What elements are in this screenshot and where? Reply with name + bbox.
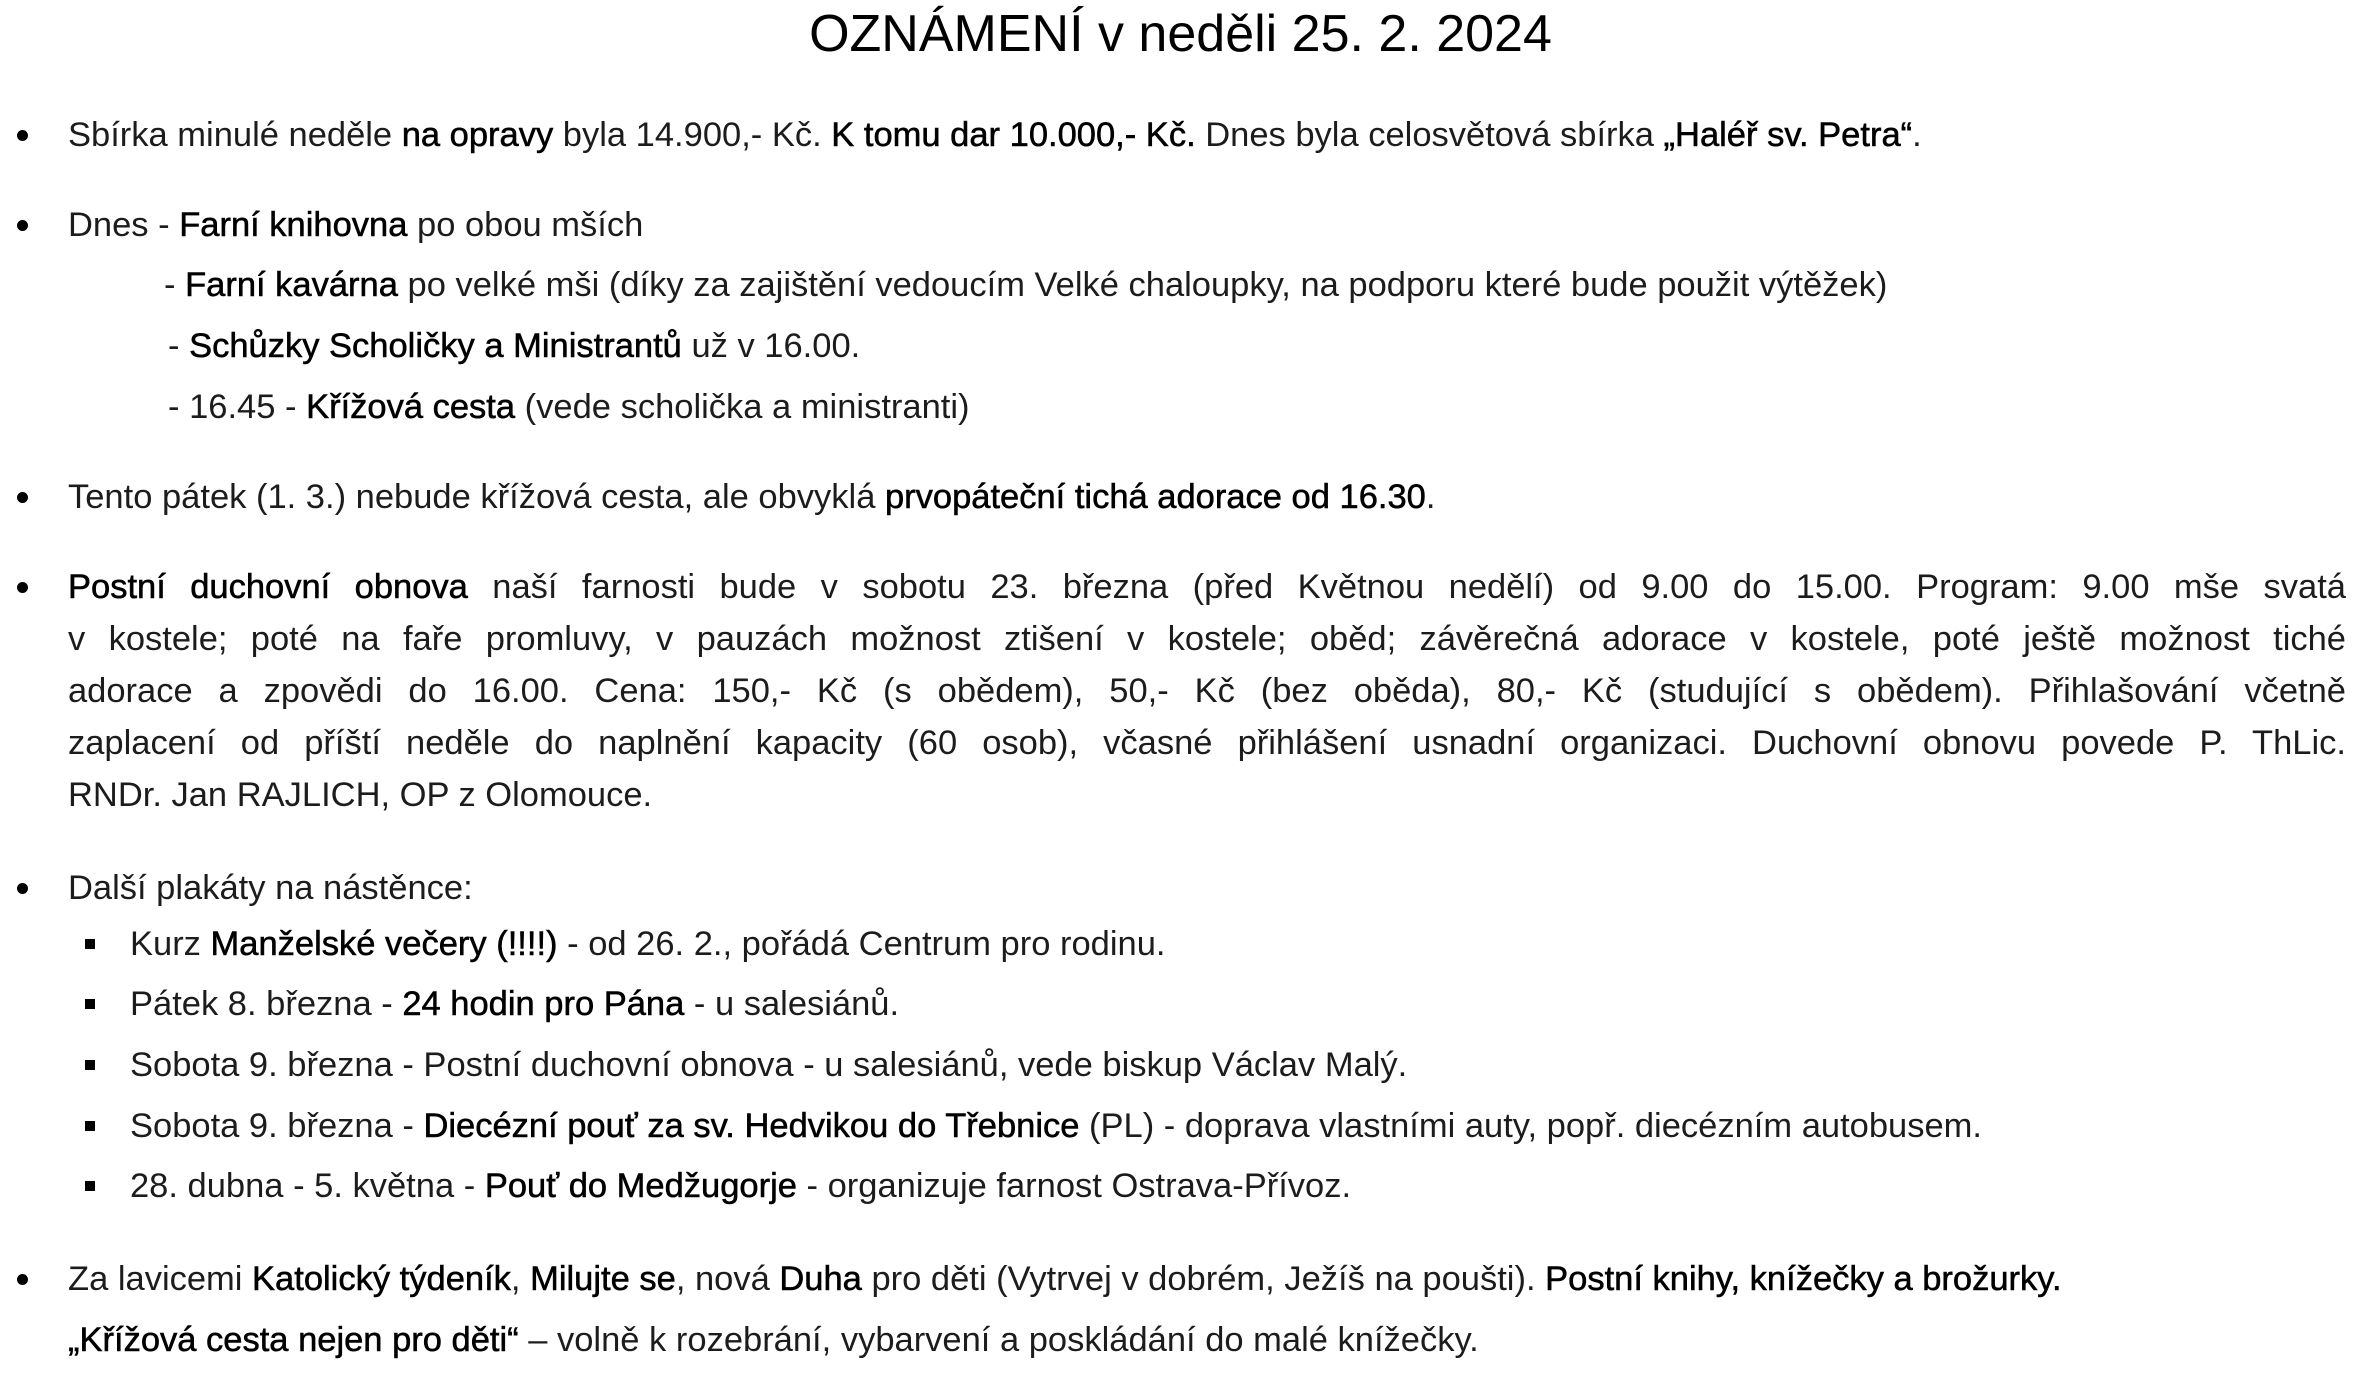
announcement-today-meetings: - Schůzky Scholičky a Ministrantů už v 16.00. [168, 327, 861, 365]
posters-heading: Další plakáty na nástěnce: [68, 869, 473, 907]
announcement-today-stations: - 16.45 - Křížová cesta (vede scholička a ministranti) [168, 388, 970, 426]
bullet-icon [17, 1274, 28, 1285]
square-bullet-icon [85, 1060, 95, 1070]
poster-item: Sobota 9. března - Postní duchovní obnova - u salesiánů, vede biskup Václav Malý. [130, 1046, 1408, 1084]
bullet-icon [17, 582, 28, 593]
poster-item: 28. dubna - 5. května - Pouť do Medžugorje - organizuje farnost Ostrava-Přívoz. [130, 1167, 1352, 1205]
bullet-icon [17, 883, 28, 894]
announcement-collection: Sbírka minulé neděle na opravy byla 14.900,- Kč. K tomu dar 10.000,- Kč. Dnes byla celosvětová sbírka „Haléř sv. Petra“. [68, 116, 1922, 154]
square-bullet-icon [85, 1121, 95, 1131]
announcement-press: Za lavicemi Katolický týdeník, Milujte se, nová Duha pro děti (Vytrvej v dobrém, Ježíš na poušti). Postní knihy, knížečky a brožurky. [68, 1260, 2062, 1298]
square-bullet-icon [85, 1181, 95, 1191]
announcement-stations-booklet: „Křížová cesta nejen pro děti“ – volně k rozebrání, vybarvení a poskládání do malé knížečky. [68, 1321, 1479, 1359]
announcement-lenten-retreat: Postní duchovní obnova naší farnosti bude v sobotu 23. března (před Květnou nedělí) od 9.00 do 15.00. Program: 9.00 mše svatá v kostele; poté na faře promluvy, v pauzách možnost ztišení v kostele; oběd; závěrečná adorace v kostele, poté ještě možnost tiché adorace a zpovědi do 16.00. Cena: 150,- Kč (s obědem), 50,- Kč (bez oběda), 80,- Kč (studující s obědem). Přihlašování včetně zaplacení od příští neděle do naplnění kapacity (60 osob), včasné přihlášení usnadní organizaci. Duchovní obnovu povede P. ThLic. RNDr. Jan RAJLICH, OP z Olomouce. [68, 568, 2346, 814]
poster-item: Sobota 9. března - Diecézní pouť za sv. Hedvikou do Třebnice (PL) - doprava vlastními auty, popř. diecézním autobusem. [130, 1107, 1982, 1145]
announcement-today-cafe: - Farní kavárna po velké mši (díky za zajištění vedoucím Velké chaloupky, na podporu které bude použit výtěžek) [164, 266, 1888, 304]
bullet-icon [17, 220, 28, 231]
bullet-icon [17, 492, 28, 503]
poster-item: Kurz Manželské večery (!!!!) - od 26. 2., pořádá Centrum pro rodinu. [130, 925, 1166, 963]
page-title: OZNÁMENÍ v neděli 25. 2. 2024 [809, 5, 1552, 63]
announcement-today-library: Dnes - Farní knihovna po obou mších [68, 206, 644, 244]
square-bullet-icon [85, 999, 95, 1009]
square-bullet-icon [85, 939, 95, 949]
poster-item: Pátek 8. března - 24 hodin pro Pána - u salesiánů. [130, 985, 900, 1023]
bullet-icon [17, 130, 28, 141]
announcement-friday-adoration: Tento pátek (1. 3.) nebude křížová cesta, ale obvyklá prvopáteční tichá adorace od 16.30. [68, 478, 1436, 516]
